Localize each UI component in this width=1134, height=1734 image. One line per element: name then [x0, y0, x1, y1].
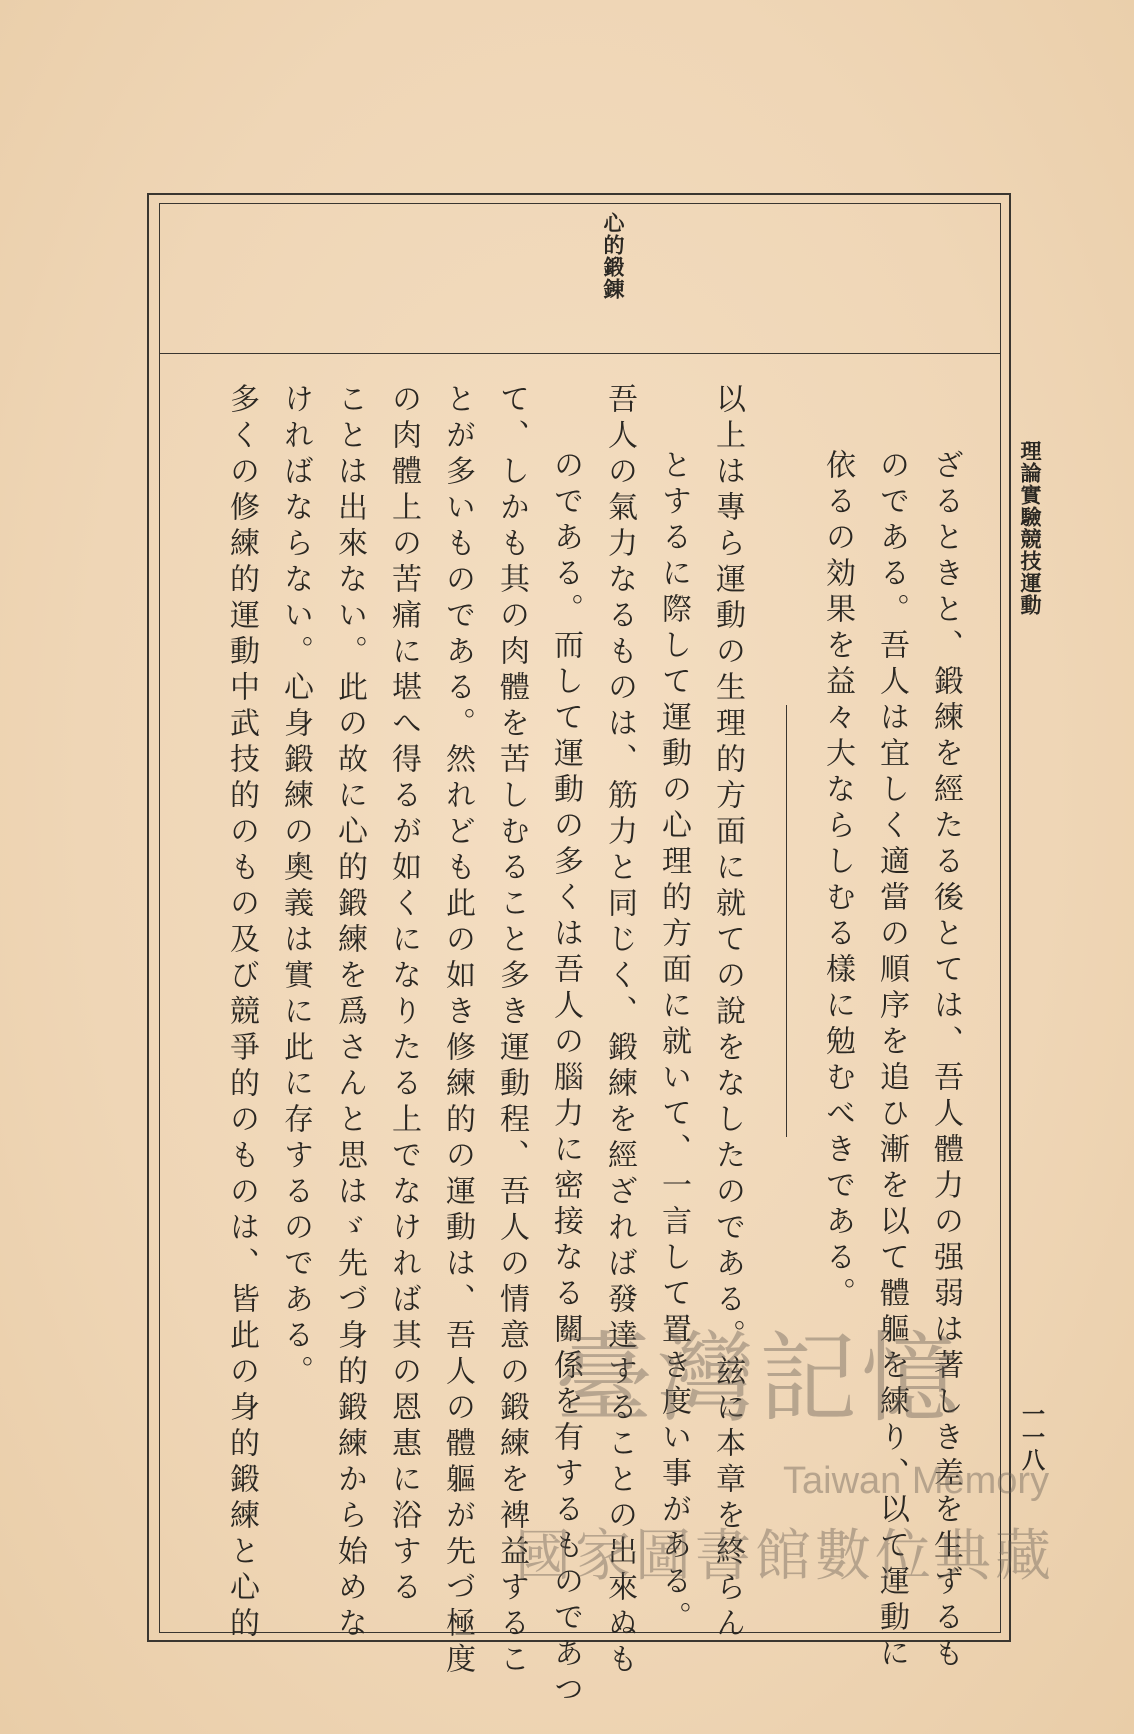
page-number: 一一八 [1018, 1402, 1045, 1471]
text-column: ければならない。心身鍛練の奧義は實に此に存するのである。 [278, 383, 313, 1391]
watermark-english: Taiwan Memory [783, 1460, 1050, 1502]
text-column: とするに際して運動の心理的方面に就いて、一言して置き度い事がある。 [656, 449, 691, 1637]
text-column: のである。而して運動の多くは吾人の腦力に密接なる關係を有するものであつ [548, 449, 583, 1709]
text-column: て、しかも其の肉體を苦しむること多き運動程、吾人の情意の鍛練を裨益するこ [494, 383, 529, 1679]
watermark-subtitle: 國家圖書館數位典藏 [515, 1524, 1055, 1589]
text-column: ことは出來ない。此の故に心的鍛練を爲さんと思はゞ先づ身的鍛練から始めな [332, 383, 367, 1643]
running-head: 理論實驗競技運動 [1018, 440, 1043, 616]
text-column: 以上は專ら運動の生理的方面に就ての說をなしたのである。玆に本章を終らん [710, 383, 745, 1643]
text-column: 吾人の氣力なるものは、筋力と同じく、鍛練を經ざれば發達することの出來ぬも [602, 383, 637, 1679]
section-divider [786, 705, 787, 1137]
section-label: 心的鍛錬 [601, 212, 626, 300]
text-column: 多くの修練的運動中武技的のもの及び競爭的のものは、皆此の身的鍛練と心的 [224, 383, 259, 1643]
text-column: の肉體上の苦痛に堪へ得るが如くになりたる上でなければ其の恩惠に浴する [386, 383, 421, 1607]
text-column: のである。吾人は宜しく適當の順序を追ひ漸を以て體軀を練り、以て運動に [874, 449, 909, 1673]
text-column: ざるときと、鍛練を經たる後とては、吾人體力の强弱は著しき差を生ずるも [928, 449, 963, 1673]
text-column: 依るの効果を益々大ならしむる樣に勉むべきである。 [820, 449, 855, 1313]
watermark-title: 臺灣記憶 [555, 1322, 964, 1436]
text-column: とが多いものである。然れども此の如き修練的の運動は、吾人の體軀が先づ極度 [440, 383, 475, 1679]
header-rule [159, 353, 1001, 354]
